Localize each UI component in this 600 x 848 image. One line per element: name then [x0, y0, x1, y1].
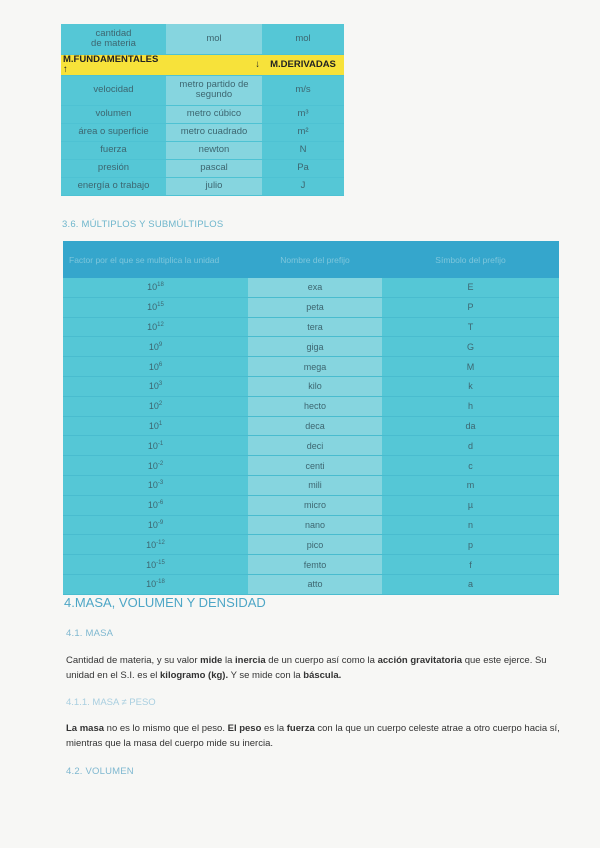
- table-row: [63, 416, 559, 436]
- prefix-symbol-cell: c: [382, 456, 559, 476]
- unit-symbol-cell: mol: [262, 24, 344, 54]
- table-row: [63, 278, 559, 297]
- factor-cell: [63, 357, 248, 377]
- table-row: [63, 436, 559, 456]
- subheading-masa: 4.1. MASA: [66, 628, 114, 639]
- factor-base: 10: [147, 302, 158, 313]
- factor-cell: [63, 456, 248, 476]
- paragraph-masa-peso: [66, 721, 566, 751]
- factor-base: 10: [147, 440, 158, 451]
- table-row: [63, 297, 559, 317]
- table-row: [63, 535, 559, 555]
- subheading-masa-peso: 4.1.1. MASA ≠ PESO: [66, 697, 156, 708]
- factor-cell: [63, 396, 248, 416]
- prefix-symbol-cell: G: [382, 337, 559, 357]
- factor-base: 10: [147, 500, 158, 511]
- prefix-symbol-cell: a: [382, 574, 559, 594]
- unit-name-cell: metro cúbico: [166, 105, 262, 123]
- bold-text: fuerza: [286, 723, 315, 734]
- factor-cell: [63, 278, 248, 297]
- factor-base: 10: [148, 381, 159, 392]
- factor-exponent: -15: [156, 559, 165, 566]
- bold-text: mide: [200, 655, 223, 666]
- factor-cell: [63, 535, 248, 555]
- header-prefix-name: Nombre del prefijo: [248, 241, 382, 278]
- quantity-name-cell: cantidad de materia: [61, 24, 166, 54]
- factor-base: 10: [147, 519, 158, 530]
- factor-exponent: 18: [157, 282, 164, 289]
- prefix-symbol-cell: P: [382, 297, 559, 317]
- prefix-name-cell: mili: [248, 475, 382, 495]
- table-row: [63, 495, 559, 515]
- factor-exponent: -9: [157, 519, 164, 526]
- unit-name-cell: mol: [166, 24, 262, 54]
- prefix-name-cell: micro: [248, 495, 382, 515]
- factor-exponent: -6: [157, 500, 164, 507]
- prefix-name-cell: nano: [248, 515, 382, 535]
- arrow-up-icon: ↑: [63, 63, 68, 75]
- prefix-name-cell: atto: [248, 574, 382, 594]
- factor-base: 10: [148, 341, 159, 352]
- factor-cell: [63, 436, 248, 456]
- factor-exponent: 3: [158, 381, 163, 388]
- unit-name-cell: pascal: [166, 159, 262, 177]
- quantity-name-cell: volumen: [61, 105, 166, 123]
- factor-cell: [63, 337, 248, 357]
- text: es la: [261, 723, 287, 734]
- quantity-name-cell: energía o trabajo: [61, 177, 166, 195]
- prefix-name-cell: pico: [248, 535, 382, 555]
- prefix-symbol-cell: k: [382, 376, 559, 396]
- prefix-symbol-cell: µ: [382, 495, 559, 515]
- subheading-volumen: 4.2. VOLUMEN: [66, 766, 134, 777]
- arrow-down-icon: ↓: [255, 58, 260, 70]
- unit-name-cell: metro partido de segundo: [166, 75, 262, 105]
- derivadas-label: M.DERIVADAS: [262, 54, 344, 75]
- table-row: [63, 515, 559, 535]
- text: que este ejerce. Su unidad en el S.I. es el: [66, 655, 547, 681]
- table-row: [61, 24, 344, 54]
- fundamental-derived-divider-row: [61, 54, 344, 75]
- factor-cell: [63, 317, 248, 337]
- unit-symbol-cell: m³: [262, 105, 344, 123]
- table-row: [61, 75, 344, 105]
- unit-name-cell: newton: [166, 141, 262, 159]
- prefix-name-cell: kilo: [248, 376, 382, 396]
- units-table: [61, 24, 344, 196]
- factor-exponent: 1: [158, 420, 163, 427]
- bold-text: báscula.: [303, 670, 342, 681]
- factor-base: 10: [148, 401, 159, 412]
- table-row: [61, 123, 344, 141]
- factor-cell: [63, 475, 248, 495]
- prefix-name-cell: deca: [248, 416, 382, 436]
- fundamentales-text: M.FUNDAMENTALES: [63, 53, 159, 65]
- prefix-name-cell: peta: [248, 297, 382, 317]
- table-row: [63, 396, 559, 416]
- quantity-name-cell: área o superficie: [61, 123, 166, 141]
- factor-cell: [63, 515, 248, 535]
- derivadas-arrow-cell: [166, 54, 262, 75]
- factor-cell: [63, 416, 248, 436]
- prefix-name-cell: giga: [248, 337, 382, 357]
- factor-base: 10: [147, 321, 158, 332]
- factor-base: 10: [146, 539, 157, 550]
- prefix-name-cell: hecto: [248, 396, 382, 416]
- quantity-name-cell: presión: [61, 159, 166, 177]
- fundamentales-label: [61, 54, 166, 75]
- prefix-name-cell: mega: [248, 357, 382, 377]
- factor-base: 10: [147, 282, 158, 293]
- table-row: [63, 574, 559, 594]
- bold-text: kilogramo (kg).: [160, 670, 229, 681]
- prefix-name-cell: femto: [248, 555, 382, 575]
- quantity-name-cell: fuerza: [61, 141, 166, 159]
- factor-cell: [63, 574, 248, 594]
- unit-symbol-cell: N: [262, 141, 344, 159]
- factor-base: 10: [148, 361, 159, 372]
- table-row: [63, 357, 559, 377]
- header-factor: Factor por el que se multiplica la unidad: [63, 241, 248, 278]
- prefix-symbol-cell: da: [382, 416, 559, 436]
- factor-base: 10: [146, 559, 157, 570]
- header-prefix-symbol: Símbolo del prefijo: [382, 241, 559, 278]
- table-row: [61, 159, 344, 177]
- factor-base: 10: [146, 579, 157, 590]
- table-row: [63, 376, 559, 396]
- prefix-name-cell: deci: [248, 436, 382, 456]
- heading-masa-volumen-densidad: 4.MASA, VOLUMEN Y DENSIDAD: [64, 595, 266, 610]
- factor-exponent: 2: [158, 401, 163, 408]
- prefixes-table: [63, 241, 559, 595]
- unit-symbol-cell: Pa: [262, 159, 344, 177]
- bold-text: acción gravitatoria: [377, 655, 463, 666]
- factor-exponent: 12: [157, 321, 164, 328]
- unit-symbol-cell: J: [262, 177, 344, 195]
- table-row: [63, 317, 559, 337]
- factor-exponent: 15: [157, 302, 164, 309]
- factor-base: 10: [147, 460, 158, 471]
- unit-name-cell: metro cuadrado: [166, 123, 262, 141]
- quantity-name-cell: velocidad: [61, 75, 166, 105]
- prefix-symbol-cell: p: [382, 535, 559, 555]
- text: no es lo mismo que el peso.: [104, 723, 228, 734]
- factor-cell: [63, 495, 248, 515]
- paragraph-masa: [66, 653, 566, 683]
- table-header-row: [63, 241, 559, 278]
- factor-cell: [63, 555, 248, 575]
- factor-exponent: -2: [157, 460, 164, 467]
- unit-name-cell: julio: [166, 177, 262, 195]
- prefix-symbol-cell: T: [382, 317, 559, 337]
- table-row: [63, 456, 559, 476]
- table-row: [63, 337, 559, 357]
- table-row: [63, 475, 559, 495]
- unit-symbol-cell: m/s: [262, 75, 344, 105]
- prefix-symbol-cell: E: [382, 278, 559, 297]
- prefix-symbol-cell: m: [382, 475, 559, 495]
- factor-exponent: -1: [157, 440, 164, 447]
- bold-text: La masa: [66, 723, 105, 734]
- table-row: [61, 105, 344, 123]
- factor-exponent: 6: [158, 361, 163, 368]
- factor-exponent: -18: [156, 579, 165, 586]
- factor-exponent: 9: [158, 341, 163, 348]
- prefix-symbol-cell: M: [382, 357, 559, 377]
- prefix-name-cell: tera: [248, 317, 382, 337]
- prefix-symbol-cell: d: [382, 436, 559, 456]
- prefix-symbol-cell: h: [382, 396, 559, 416]
- text: Cantidad de materia, y su valor: [66, 655, 201, 666]
- prefix-name-cell: centi: [248, 456, 382, 476]
- prefix-name-cell: exa: [248, 278, 382, 297]
- table-row: [61, 141, 344, 159]
- text: con la que un cuerpo celeste atrae a otro cuerpo hacia sí, mientras que la masa del cuerpo mide su inercia.: [66, 723, 560, 749]
- prefix-symbol-cell: f: [382, 555, 559, 575]
- text: Y se mide con la: [228, 670, 304, 681]
- unit-symbol-cell: m²: [262, 123, 344, 141]
- bold-text: inercia: [235, 655, 266, 666]
- factor-base: 10: [148, 420, 159, 431]
- text: de un cuerpo así como la: [265, 655, 378, 666]
- bold-text: El peso: [227, 723, 262, 734]
- factor-cell: [63, 376, 248, 396]
- factor-base: 10: [147, 480, 158, 491]
- section-heading-multiplos: 3.6. MÚLTIPLOS Y SUBMÚLTIPLOS: [62, 219, 224, 230]
- factor-cell: [63, 297, 248, 317]
- factor-exponent: -3: [157, 480, 164, 487]
- table-row: [61, 177, 344, 195]
- factor-exponent: -12: [156, 539, 165, 546]
- table-row: [63, 555, 559, 575]
- prefix-symbol-cell: n: [382, 515, 559, 535]
- text: la: [222, 655, 235, 666]
